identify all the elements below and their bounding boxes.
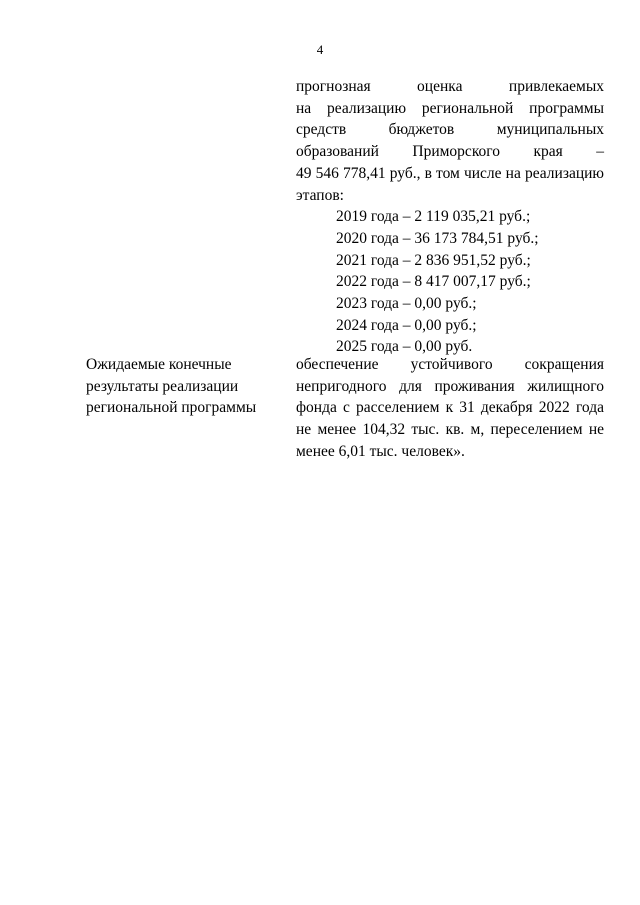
forecast-text-line: образований Приморского края – xyxy=(296,143,604,161)
forecast-text-line: на реализацию региональной программы xyxy=(296,99,604,117)
results-text-line: непригодного для проживания жилищного xyxy=(296,377,604,395)
forecast-text-line: 49 546 778,41 руб., в том числе на реализацию xyxy=(296,164,604,182)
stage-item: 2022 года – 8 417 007,17 руб.; xyxy=(336,273,531,291)
results-text-line: не менее 104,32 тыс. кв. м, переселением не xyxy=(296,421,604,439)
stage-item: 2019 года – 2 119 035,21 руб.; xyxy=(336,208,531,226)
results-label-cell xyxy=(86,354,276,419)
forecast-text-line: средств бюджетов муниципальных xyxy=(296,121,604,139)
results-label-line: результаты реализации xyxy=(86,377,239,395)
page-number: 4 xyxy=(316,42,324,57)
results-value-cell xyxy=(296,354,604,463)
stage-item: 2025 года – 0,00 руб. xyxy=(336,338,473,356)
results-text-line: обеспечение устойчивого сокращения xyxy=(296,356,604,373)
stage-item: 2023 года – 0,00 руб.; xyxy=(336,295,477,313)
stage-item: 2021 года – 2 836 951,52 руб.; xyxy=(336,251,531,269)
results-label-line: Ожидаемые конечные xyxy=(86,356,232,373)
stage-item: 2020 года – 36 173 784,51 руб.; xyxy=(336,229,539,247)
stage-item: 2024 года – 0,00 руб.; xyxy=(336,316,477,334)
results-text-line: менее 6,01 тыс. человек». xyxy=(296,442,465,460)
forecast-text-line: прогнозная оценка привлекаемых xyxy=(296,78,604,95)
stages-list xyxy=(296,206,604,358)
results-label-line: региональной программы xyxy=(86,399,257,417)
forecast-value-cell xyxy=(296,76,604,358)
forecast-text-line: этапов: xyxy=(296,186,344,204)
results-text-line: фонда с расселением к 31 декабря 2022 года xyxy=(296,399,604,417)
